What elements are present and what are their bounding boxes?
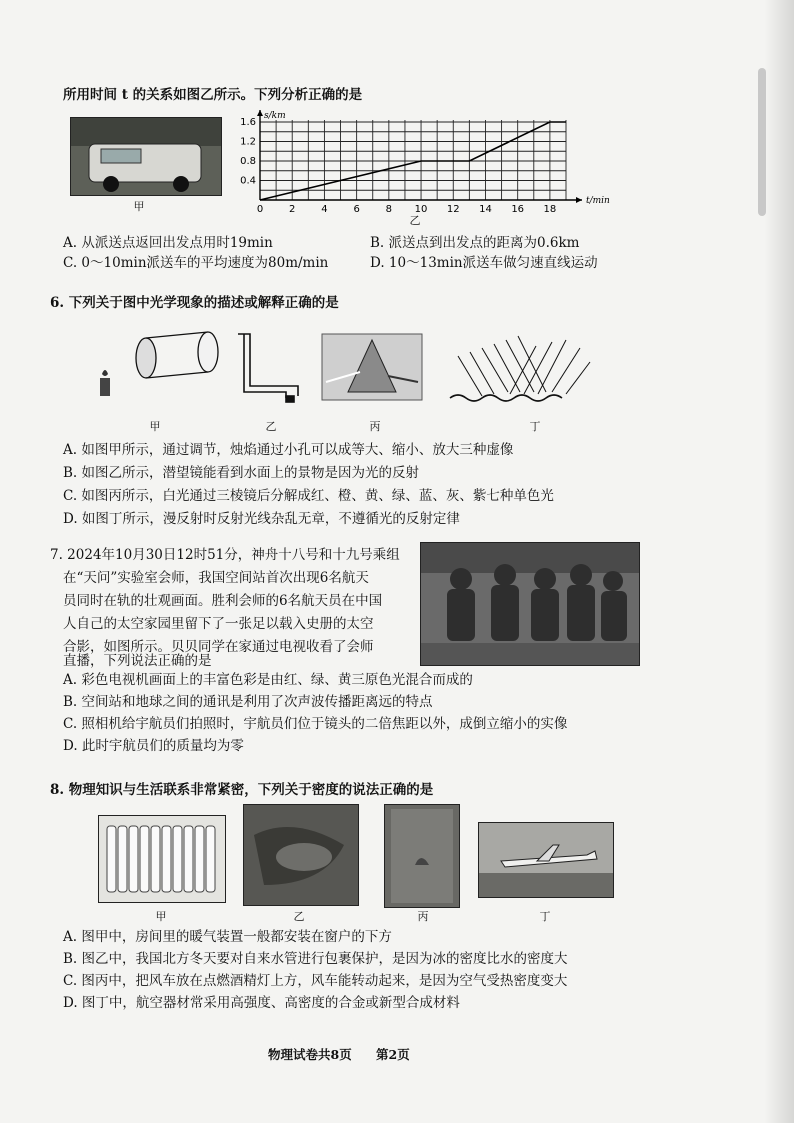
q5-option-b: B. 派送点到出发点的距离为0.6km (370, 235, 580, 251)
x-tick-label: 4 (321, 204, 328, 215)
y-tick-label: 0.4 (240, 175, 256, 187)
q8-option-d: D. 图丁中，航空器材常采用高强度、高密度的合金或新型合成材料 (63, 995, 460, 1011)
x-tick-label: 10 (414, 204, 428, 215)
q6-option-b: B. 如图乙所示，潜望镜能看到水面上的景物是因为光的反射 (63, 465, 420, 481)
q7-line-4: 人自己的太空家园里留下了一张足以载入史册的太空 (63, 616, 374, 632)
q6-figures (90, 326, 620, 418)
x-tick-label: 16 (511, 204, 525, 215)
y-axis-label: s/km (264, 111, 286, 121)
candle-icon (100, 370, 110, 396)
delivery-vehicle-photo (70, 117, 222, 196)
x-axis-arrow (576, 197, 582, 203)
vehicle-image (71, 118, 221, 195)
x-tick-label: 2 (289, 204, 296, 215)
q7-line-3: 员同时在轨的壮观画面。胜利会师的6名航天员在中国 (63, 593, 383, 609)
radiator-image (99, 816, 225, 902)
wrapped-pipe-photo (243, 804, 359, 906)
q8-caption-yi: 乙 (293, 910, 305, 923)
pinwheel-lamp-photo (384, 804, 460, 908)
wrapped-pipe-image (244, 805, 358, 905)
footer-total-pages: 物理试卷共8页 (268, 1047, 352, 1062)
x-tick-label: 6 (353, 204, 360, 215)
q6-caption-jia: 甲 (149, 420, 161, 433)
s-t-graph (228, 108, 620, 226)
aircraft-photo (478, 822, 614, 898)
x-tick-label: 8 (385, 204, 393, 215)
pinwheel-lamp-image (385, 805, 459, 907)
q5-option-a: A. 从派送点返回出发点用时19min (63, 235, 273, 251)
q5-photo-label: 甲 (133, 200, 145, 213)
diffuse-reflection-diagram (450, 336, 590, 401)
astronauts-photo (420, 542, 640, 666)
q8-option-c: C. 图丙中，把风车放在点燃酒精灯上方，风车能转动起来，是因为空气受热密度变大 (63, 973, 568, 989)
q7-line-1: 7. 2024年10月30日12时51分，神舟十八号和十九号乘组 (50, 547, 400, 563)
q5-graph-label: 乙 (409, 214, 421, 227)
q8-caption-bing: 丙 (417, 910, 429, 923)
q8-caption-ding: 丁 (539, 910, 551, 923)
q8-option-a: A. 图甲中，房间里的暖气装置一般都安装在窗户的下方 (63, 929, 392, 945)
footer-page-number: 第2页 (376, 1047, 410, 1062)
q6-stem: 6. 下列关于图中光学现象的描述或解释正确的是 (50, 295, 339, 311)
y-tick-label: 1.6 (240, 117, 256, 128)
x-tick-label: 18 (543, 204, 557, 215)
page-edge-shadow (764, 0, 794, 1123)
prism-photo (322, 334, 422, 400)
y-tick-label: 1.2 (240, 136, 256, 148)
x-tick-label: 0 (256, 204, 264, 215)
q8-caption-jia: 甲 (155, 910, 167, 923)
pinhole-cylinder (136, 332, 218, 378)
q6-option-c: C. 如图丙所示，白光通过三棱镜后分解成红、橙、黄、绿、蓝、灰、紫七种单色光 (63, 488, 554, 504)
astronauts-image (421, 543, 639, 665)
q6-caption-bing: 丙 (369, 420, 381, 433)
q7-option-c: C. 照相机给宇航员们拍照时，宇航员们位于镜头的二倍焦距以外，成倒立缩小的实像 (63, 716, 568, 732)
aircraft-image (479, 823, 613, 897)
x-axis-label: t/min (586, 196, 610, 206)
q7-option-b: B. 空间站和地球之间的通讯是利用了次声波传播距离远的特点 (63, 694, 433, 710)
radiator-photo (98, 815, 226, 903)
q7-option-a: A. 彩色电视机画面上的丰富色彩是由红、绿、黄三原色光混合而成的 (63, 672, 473, 688)
periscope (238, 334, 298, 402)
q8-stem: 8. 物理知识与生活联系非常紧密，下列关于密度的说法正确的是 (50, 782, 434, 798)
x-tick-label: 12 (446, 204, 460, 215)
scrollbar[interactable] (758, 68, 766, 216)
q8-option-b: B. 图乙中，我国北方冬天要对自来水管进行包裹保护，是因为冰的密度比水的密度大 (63, 951, 568, 967)
q7-line-2: 在“天问”实验室会师，我国空间站首次出现6名航天 (63, 570, 369, 586)
graph-grid (260, 120, 566, 200)
q5-intro: 所用时间 t 的关系如图乙所示。下列分析正确的是 (63, 87, 363, 103)
y-tick-label: 0.8 (240, 156, 256, 167)
q5-option-d: D. 10～13min派送车做匀速直线运动 (370, 255, 598, 271)
q6-caption-yi: 乙 (265, 420, 277, 433)
q5-option-c: C. 0～10min派送车的平均速度为80m/min (63, 255, 329, 271)
q7-line-6: 直播，下列说法正确的是 (63, 653, 212, 669)
q6-option-a: A. 如图甲所示，通过调节，烛焰通过小孔可以成等大、缩小、放大三种虚像 (63, 442, 514, 458)
y-axis-arrow (257, 110, 263, 116)
q6-option-d: D. 如图丁所示，漫反射时反射光线杂乱无章，不遵循光的反射定律 (63, 511, 460, 527)
q7-option-d: D. 此时宇航员们的质量均为零 (63, 738, 244, 754)
q7-line-5: 合影，如图所示。贝贝同学在家通过电视收看了会师 (63, 639, 374, 655)
q6-caption-ding: 丁 (529, 420, 541, 433)
x-tick-label: 14 (479, 204, 492, 215)
